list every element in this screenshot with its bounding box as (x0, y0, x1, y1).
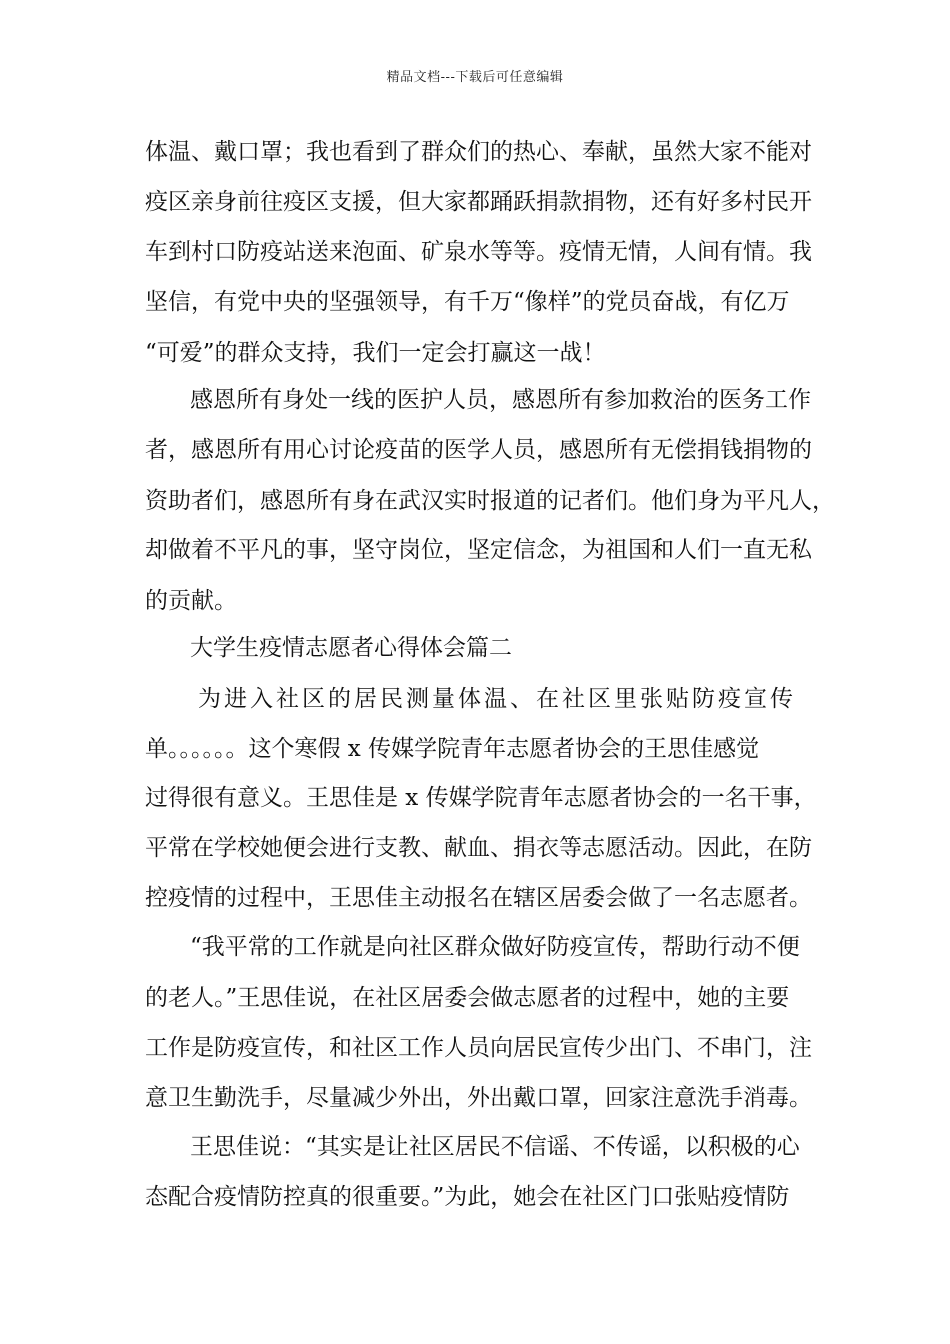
text-line: 单。。。。。。这个寒假 x 传媒学院青年志愿者协会的王思佳感觉 (145, 736, 760, 762)
paragraph-first-line: 为进入社区的居民测量体温、在社区里张贴防疫宣传 (198, 686, 796, 712)
text-line: 态配合疫情防控真的很重要。”为此，她会在社区门口张贴疫情防 (145, 1184, 790, 1210)
text-line: 平常在学校她便会进行支教、献血、捐衣等志愿活动。因此，在防 (145, 835, 812, 861)
section-heading: 大学生疫情志愿者心得体会篇二 (190, 635, 512, 661)
text-line: 意卫生勤洗手，尽量减少外出，外出戴口罩，回家注意洗手消毒。 (145, 1085, 812, 1111)
paragraph-first-line: “我平常的工作就是向社区群众做好防疫宣传，帮助行动不便 (190, 934, 800, 960)
text-line: 车到村口防疫站送来泡面、矿泉水等等。疫情无情，人间有情。我 (145, 239, 812, 265)
text-line: 过得很有意义。王思佳是 x 传媒学院青年志愿者协会的一名干事， (145, 785, 817, 811)
text-line: 却做着不平凡的事，坚守岗位，坚定信念，为祖国和人们一直无私 (145, 537, 812, 563)
text-line: 控疫情的过程中，王思佳主动报名在辖区居委会做了一名志愿者。 (145, 885, 812, 911)
text-line: 疫区亲身前往疫区支援，但大家都踊跃捐款捐物，还有好多村民开 (145, 189, 812, 215)
text-line: 体温、戴口罩；我也看到了群众们的热心、奉献，虽然大家不能对 (145, 139, 812, 165)
text-line: 工作是防疫宣传，和社区工作人员向居民宣传少出门、不串门，注 (145, 1035, 812, 1061)
text-line: 的老人。”王思佳说，在社区居委会做志愿者的过程中，她的主要 (145, 985, 790, 1011)
text-line: 坚信，有党中央的坚强领导，有千万“像样”的党员奋战，有亿万 (145, 289, 790, 315)
text-line: 的贡献。 (145, 588, 237, 614)
text-line: 者，感恩所有用心讨论疫苗的医学人员，感恩所有无偿捐钱捐物的 (145, 437, 812, 463)
text-line: “可爱”的群众支持，我们一定会打赢这一战！ (145, 340, 606, 366)
paragraph-first-line: 感恩所有身处一线的医护人员，感恩所有参加救治的医务工作 (190, 387, 811, 413)
page-header: 精品文档---下载后可任意编辑 (386, 70, 564, 85)
text-line: 资助者们，感恩所有身在武汉实时报道的记者们。他们身为平凡人， (145, 488, 835, 514)
paragraph-first-line: 王思佳说：“其实是让社区居民不信谣、不传谣，以积极的心 (190, 1134, 800, 1160)
